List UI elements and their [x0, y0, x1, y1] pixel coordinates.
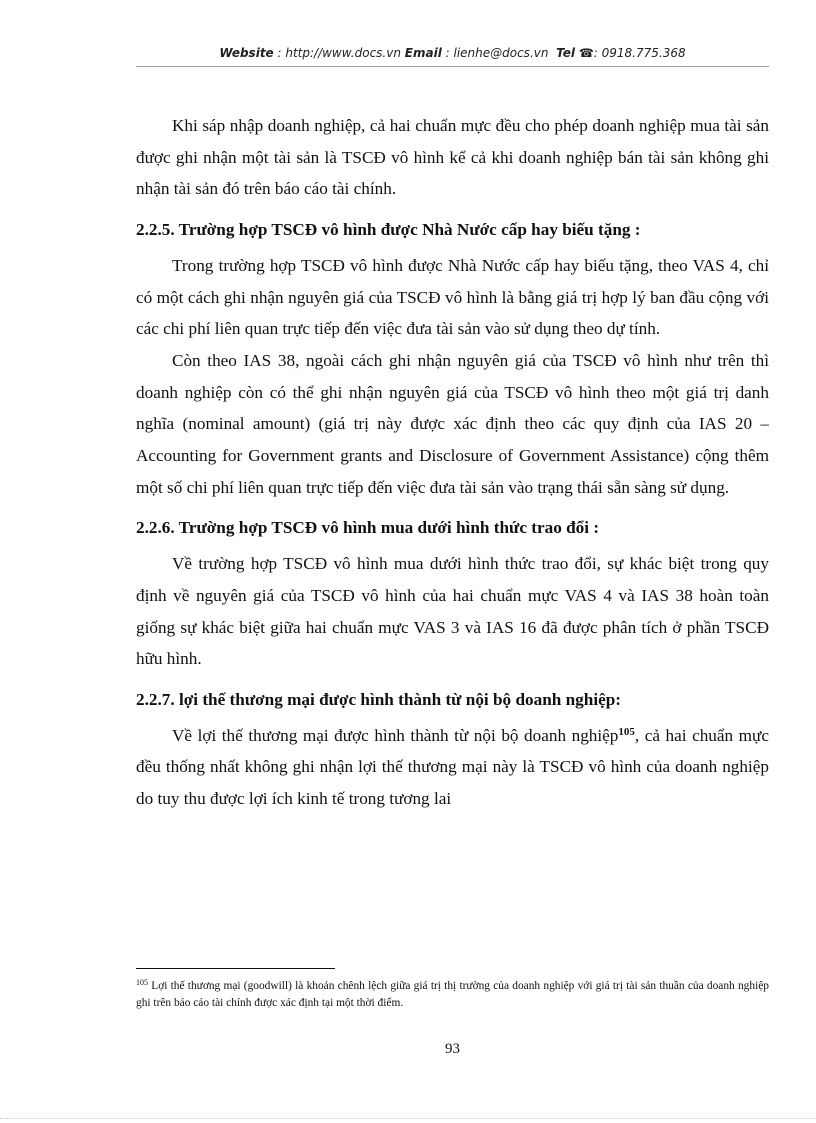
website-label: Website — [219, 46, 274, 60]
email-address[interactable]: lienhe@docs.vn — [453, 46, 549, 60]
paragraph-goodwill-text-b: , cả hai chuẩn mực đều thống nhất không ghi nhận lợi thế thương mại này là TSCĐ vô hình của doanh nghiệp do tuy thu được lợi ích kinh tế trong tương lai — [136, 725, 769, 809]
paragraph-exchange: Về trường hợp TSCĐ vô hình mua dưới hình thức trao đổi, sự khác biệt trong quy định về nguyên giá của TSCĐ vô hình của hai chuẩn mực VAS 4 và IAS 38 hoàn toàn giống sự khác biệt giữa hai chuẩn mực VAS 3 và IAS 16 đã được phân tích ở phần TSCĐ hữu hình. — [136, 554, 769, 669]
heading-2-2-5: 2.2.5. Trường hợp TSCĐ vô hình được Nhà Nước cấp hay biếu tặng : — [136, 220, 641, 240]
footnote-reference[interactable]: 105 — [618, 725, 635, 738]
paragraph-ias38-grant: Còn theo IAS 38, ngoài cách ghi nhận nguyên giá của TSCĐ vô hình như trên thì doanh nghiệp còn có thể ghi nhận nguyên giá của TSCĐ vô hình theo một giá trị danh nghĩa (nominal amount) (giá trị này được xác định theo các quy định của IAS 20 – Accounting for Government grants and Disclosure of Government Assistance) cộng thêm một số chi phí liên quan trực tiếp đến việc đưa tài sản vào trạng thái sẵn sàng sử dụng. — [136, 350, 769, 497]
heading-2-2-6: 2.2.6. Trường hợp TSCĐ vô hình mua dưới hình thức trao đổi : — [136, 518, 600, 538]
paragraph-goodwill-text-a: Về lợi thế thương mại được hình thành từ nội bộ doanh nghiệp — [172, 725, 619, 745]
phone-icon: ☎ — [578, 46, 594, 60]
footnote — [136, 978, 769, 1012]
tel-number: : 0918.775.368 — [593, 46, 686, 60]
page-bottom-border — [0, 1118, 816, 1119]
footnote-text: Lợi thế thương mại (goodwill) là khoản chênh lệch giữa giá trị thị trường của doanh nghiệp với giá trị tài sản thuần của doanh nghiệp ghi trên báo cáo tài chính được xác định tại một thời điểm. — [136, 980, 769, 1009]
header-divider — [136, 66, 769, 67]
footnote-number: 105 — [136, 978, 148, 987]
tel-label: Tel — [556, 46, 575, 60]
heading-2-2-7: 2.2.7. lợi thế thương mại được hình thành từ nội bộ doanh nghiệp: — [136, 689, 622, 709]
website-separator: : — [273, 46, 286, 60]
email-label: Email — [404, 46, 442, 60]
email-separator: : — [441, 46, 454, 60]
paragraph-vas4-grant: Trong trường hợp TSCĐ vô hình được Nhà Nước cấp hay biếu tặng, theo VAS 4, chỉ có một cách ghi nhận nguyên giá của TSCĐ vô hình là bằng giá trị hợp lý ban đầu cộng với các chi phí liên quan trực tiếp đến việc đưa tài sản vào sử dụng theo dự tính. — [136, 255, 769, 339]
website-url[interactable]: http://www.docs.vn — [285, 46, 401, 60]
paragraph-merger: Khi sáp nhập doanh nghiệp, cả hai chuẩn mực đều cho phép doanh nghiệp mua tài sản được ghi nhận một tài sản là TSCĐ vô hình kể cả khi doanh nghiệp bán tài sản không ghi nhận tài sản đó trên báo cáo tài chính. — [136, 116, 769, 199]
footnote-separator — [136, 968, 335, 969]
document-body — [136, 110, 769, 815]
page-header — [136, 46, 769, 60]
page-number: 93 — [445, 1041, 460, 1057]
paragraph-goodwill — [136, 720, 769, 815]
